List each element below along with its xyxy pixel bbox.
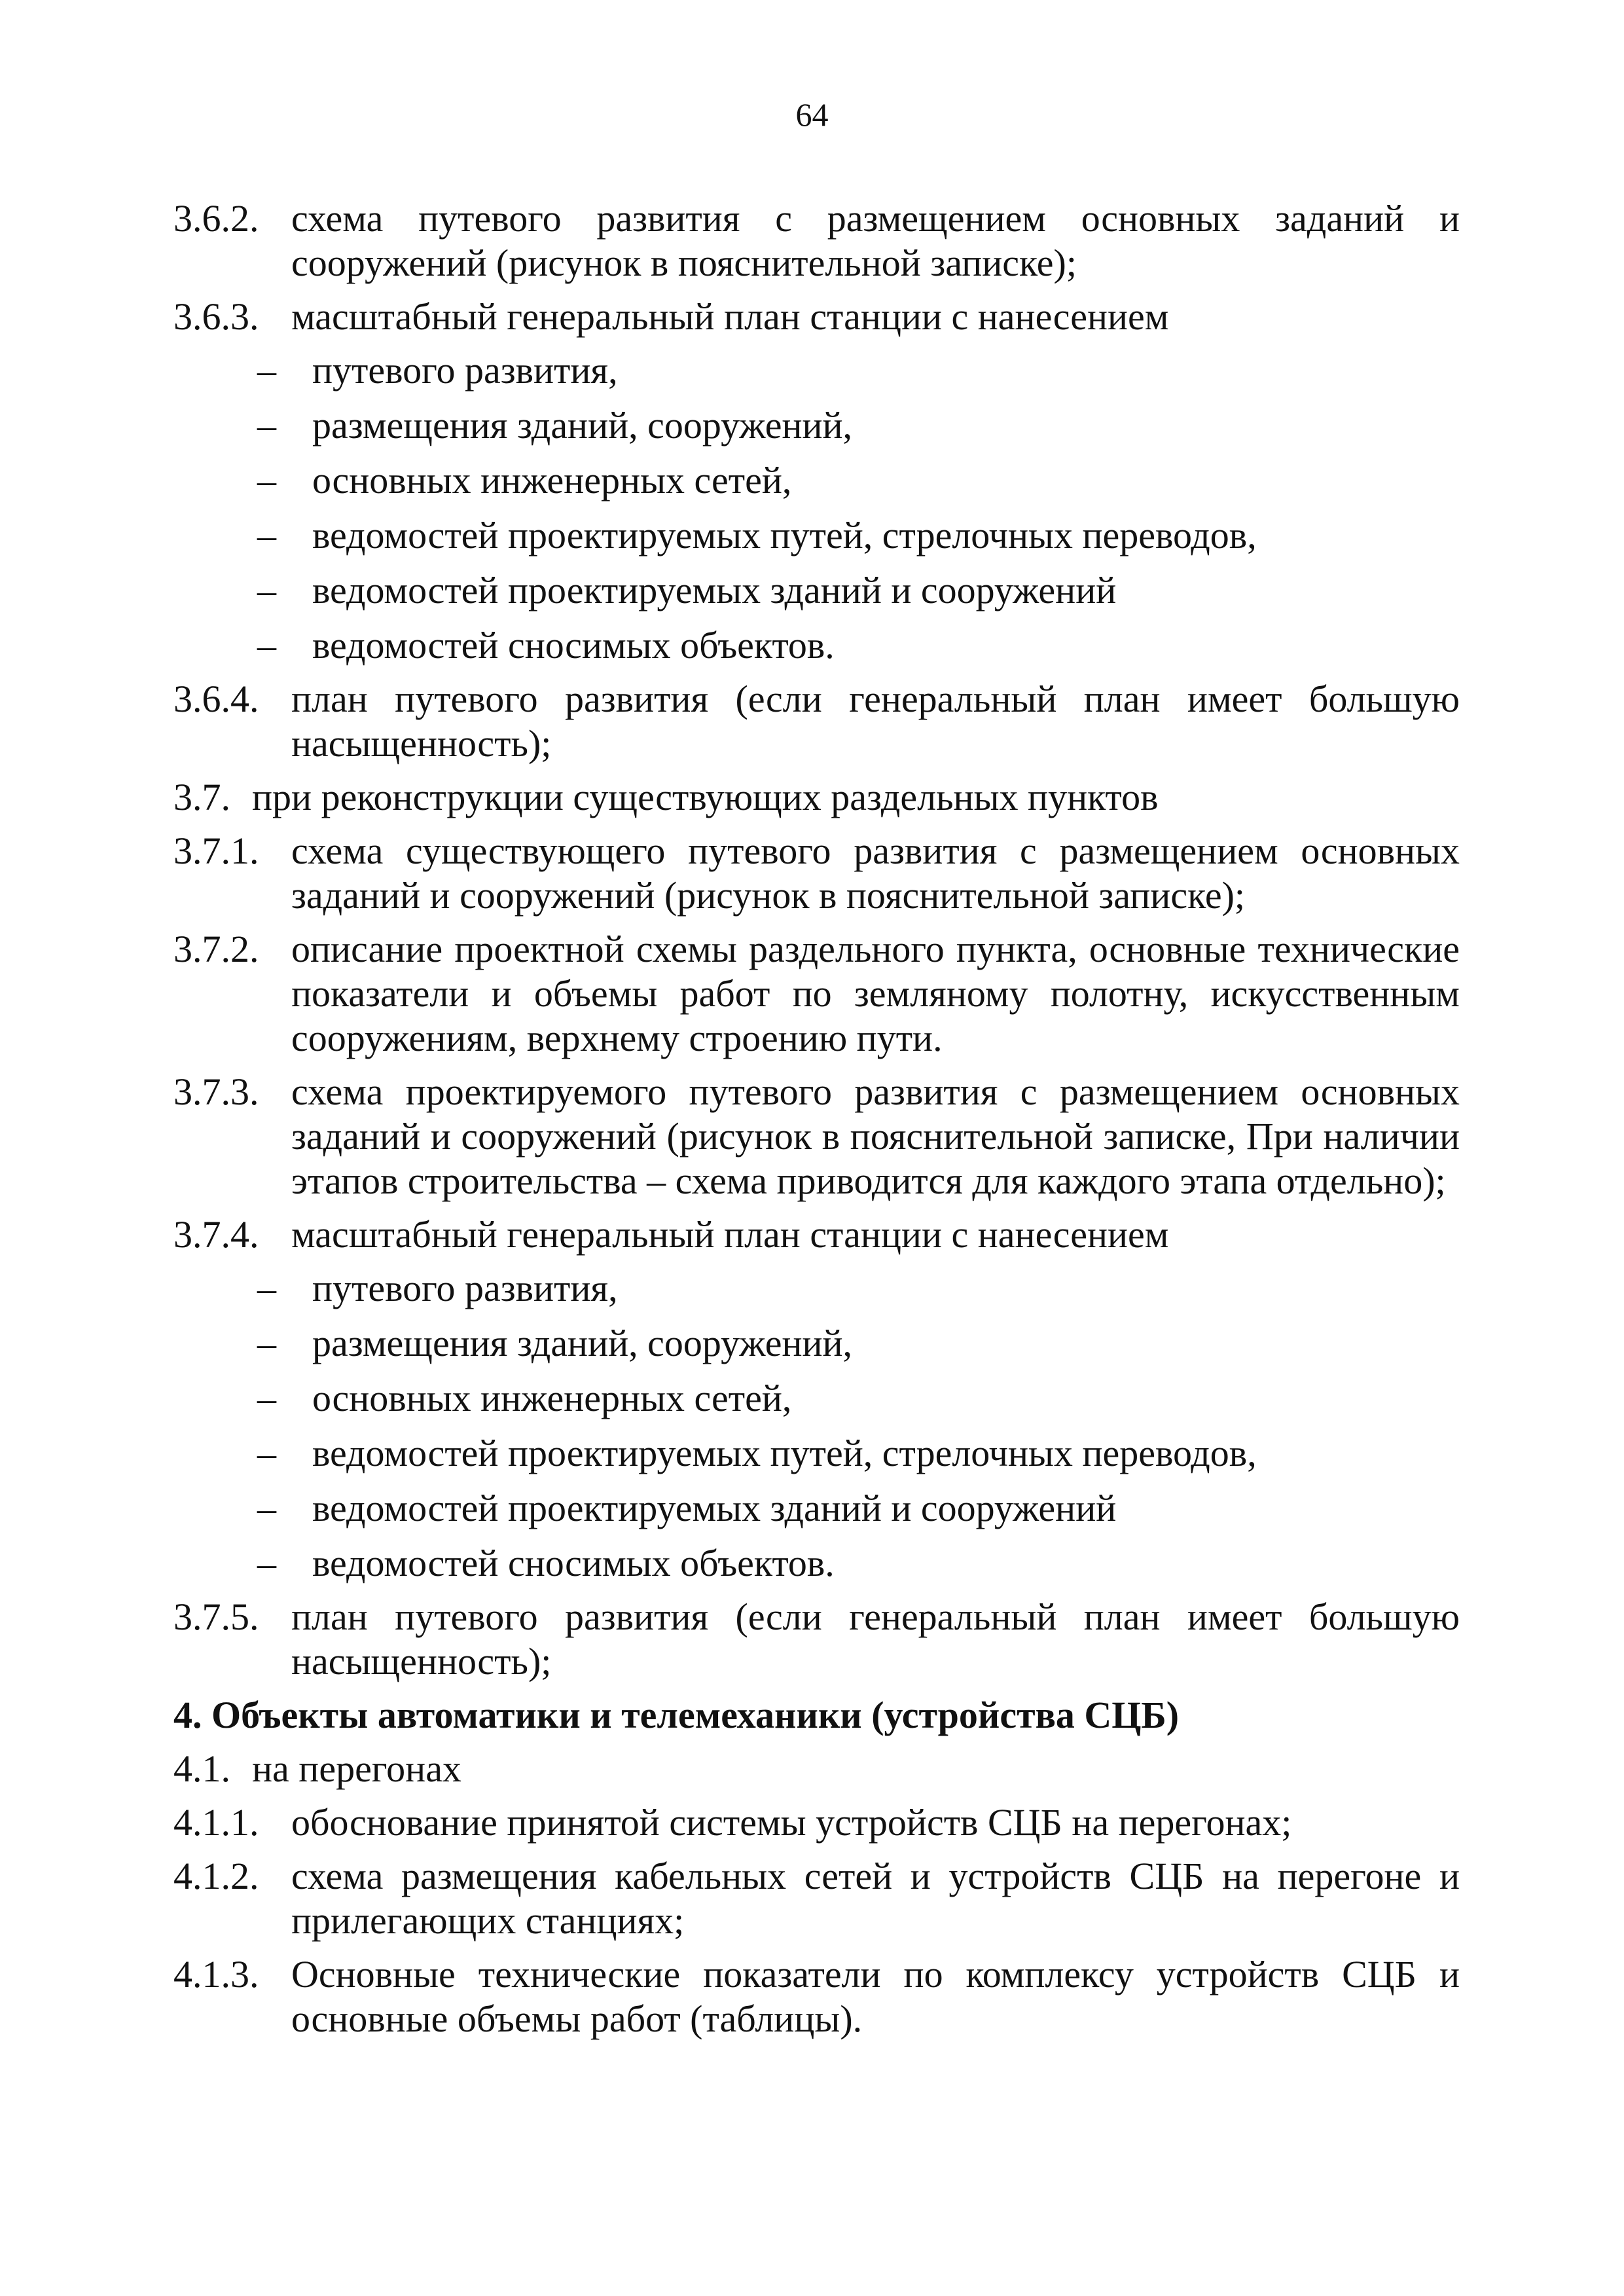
dash-marker: – xyxy=(257,1267,276,1309)
list-item xyxy=(173,1800,1460,1845)
list-item xyxy=(173,295,1460,339)
dash-marker: – xyxy=(257,1377,276,1419)
section-heading: 4. Объекты автоматики и телемеханики (устройства СЦБ) xyxy=(173,1694,1180,1736)
item-number: 4.1.1. xyxy=(173,1801,259,1844)
dash-item-text: размещения зданий, сооружений, xyxy=(312,1322,853,1364)
item-number: 4.1.3. xyxy=(173,1953,259,1995)
dash-list-item xyxy=(173,513,1460,558)
dash-item-text: путевого развития, xyxy=(312,1267,618,1309)
dash-marker: – xyxy=(257,1432,276,1474)
item-number: 3.6.3. xyxy=(173,295,259,338)
dash-item-text: ведомостей проектируемых зданий и сооружений xyxy=(312,569,1117,611)
list-item xyxy=(173,1212,1460,1257)
page-number: 64 xyxy=(795,96,829,133)
dash-list-item xyxy=(173,403,1460,448)
list-item xyxy=(173,1070,1460,1203)
item-number: 3.6.4. xyxy=(173,678,259,720)
item-number: 3.7.3. xyxy=(173,1070,259,1113)
list-item xyxy=(173,677,1460,766)
list-item xyxy=(173,1952,1460,2041)
item-text: схема существующего путевого развития с размещением основных заданий и сооружений (рисунок в пояснительной записке); xyxy=(291,829,1460,917)
subsection-text: на перегонах xyxy=(252,1747,461,1790)
list-item xyxy=(173,1595,1460,1684)
dash-marker: – xyxy=(257,569,276,611)
dash-list xyxy=(173,1266,1460,1586)
list-item xyxy=(173,196,1460,285)
item-number: 4.1.2. xyxy=(173,1855,259,1897)
list-item xyxy=(173,1854,1460,1943)
dash-marker: – xyxy=(257,514,276,556)
list-item xyxy=(173,829,1460,918)
document-body xyxy=(173,196,1460,2050)
item-text: схема проектируемого путевого развития с размещением основных заданий и сооружений (рисунок в пояснительной записке, При наличии этапов строительства – схема приводится для каждого этапа отдельно); xyxy=(291,1070,1460,1202)
item-text: Основные технические показатели по комплексу устройств СЦБ и основные объемы работ (таблицы). xyxy=(291,1953,1460,2040)
dash-marker: – xyxy=(257,1487,276,1529)
dash-list-item xyxy=(173,1321,1460,1366)
item-text: схема путевого развития с размещением основных заданий и сооружений (рисунок в пояснительной записке); xyxy=(291,197,1460,284)
dash-item-text: ведомостей проектируемых путей, стрелочных переводов, xyxy=(312,1432,1257,1474)
dash-marker: – xyxy=(257,1322,276,1364)
dash-item-text: основных инженерных сетей, xyxy=(312,459,792,501)
dash-list xyxy=(173,348,1460,668)
dash-marker: – xyxy=(257,624,276,666)
dash-list-item xyxy=(173,1266,1460,1311)
dash-marker: – xyxy=(257,1542,276,1584)
dash-item-text: ведомостей проектируемых зданий и сооружений xyxy=(312,1487,1117,1529)
dash-list-item xyxy=(173,1486,1460,1531)
item-text: масштабный генеральный план станции с нанесением xyxy=(291,1213,1169,1256)
dash-marker: – xyxy=(257,404,276,446)
dash-item-text: размещения зданий, сооружений, xyxy=(312,404,853,446)
dash-list-item xyxy=(173,568,1460,613)
item-number: 3.7.4. xyxy=(173,1213,259,1256)
item-number: 3.7.2. xyxy=(173,928,259,970)
subsection-number: 4.1. xyxy=(173,1747,230,1790)
dash-item-text: основных инженерных сетей, xyxy=(312,1377,792,1419)
dash-list-item xyxy=(173,458,1460,503)
dash-marker: – xyxy=(257,349,276,392)
item-number: 3.7.5. xyxy=(173,1595,259,1638)
list-item xyxy=(173,927,1460,1061)
dash-list-item xyxy=(173,1431,1460,1476)
dash-item-text: ведомостей сносимых объектов. xyxy=(312,1542,835,1584)
subsection-text: при реконструкции существующих раздельных пунктов xyxy=(252,776,1159,818)
dash-item-text: ведомостей проектируемых путей, стрелочных переводов, xyxy=(312,514,1257,556)
item-text: масштабный генеральный план станции с нанесением xyxy=(291,295,1169,338)
item-number: 3.6.2. xyxy=(173,197,259,240)
item-text: обоснование принятой системы устройств СЦБ на перегонах; xyxy=(291,1801,1292,1844)
dash-list-item xyxy=(173,1541,1460,1586)
item-text: описание проектной схемы раздельного пункта, основные технические показатели и объемы работ по земляному полотну, искусственным сооружениям, верхнему строению пути. xyxy=(291,928,1460,1059)
item-text: план путевого развития (если генеральный план имеет большую насыщенность); xyxy=(291,678,1460,765)
item-text: план путевого развития (если генеральный план имеет большую насыщенность); xyxy=(291,1595,1460,1683)
dash-marker: – xyxy=(257,459,276,501)
dash-list-item xyxy=(173,348,1460,393)
dash-item-text: ведомостей сносимых объектов. xyxy=(312,624,835,666)
subsection-number: 3.7. xyxy=(173,776,230,818)
item-text: схема размещения кабельных сетей и устройств СЦБ на перегоне и прилегающих станциях; xyxy=(291,1855,1460,1942)
dash-list-item xyxy=(173,623,1460,668)
subsection-item xyxy=(173,775,1460,820)
dash-list-item xyxy=(173,1376,1460,1421)
subsection-item xyxy=(173,1747,1460,1791)
dash-item-text: путевого развития, xyxy=(312,349,618,392)
item-number: 3.7.1. xyxy=(173,829,259,872)
